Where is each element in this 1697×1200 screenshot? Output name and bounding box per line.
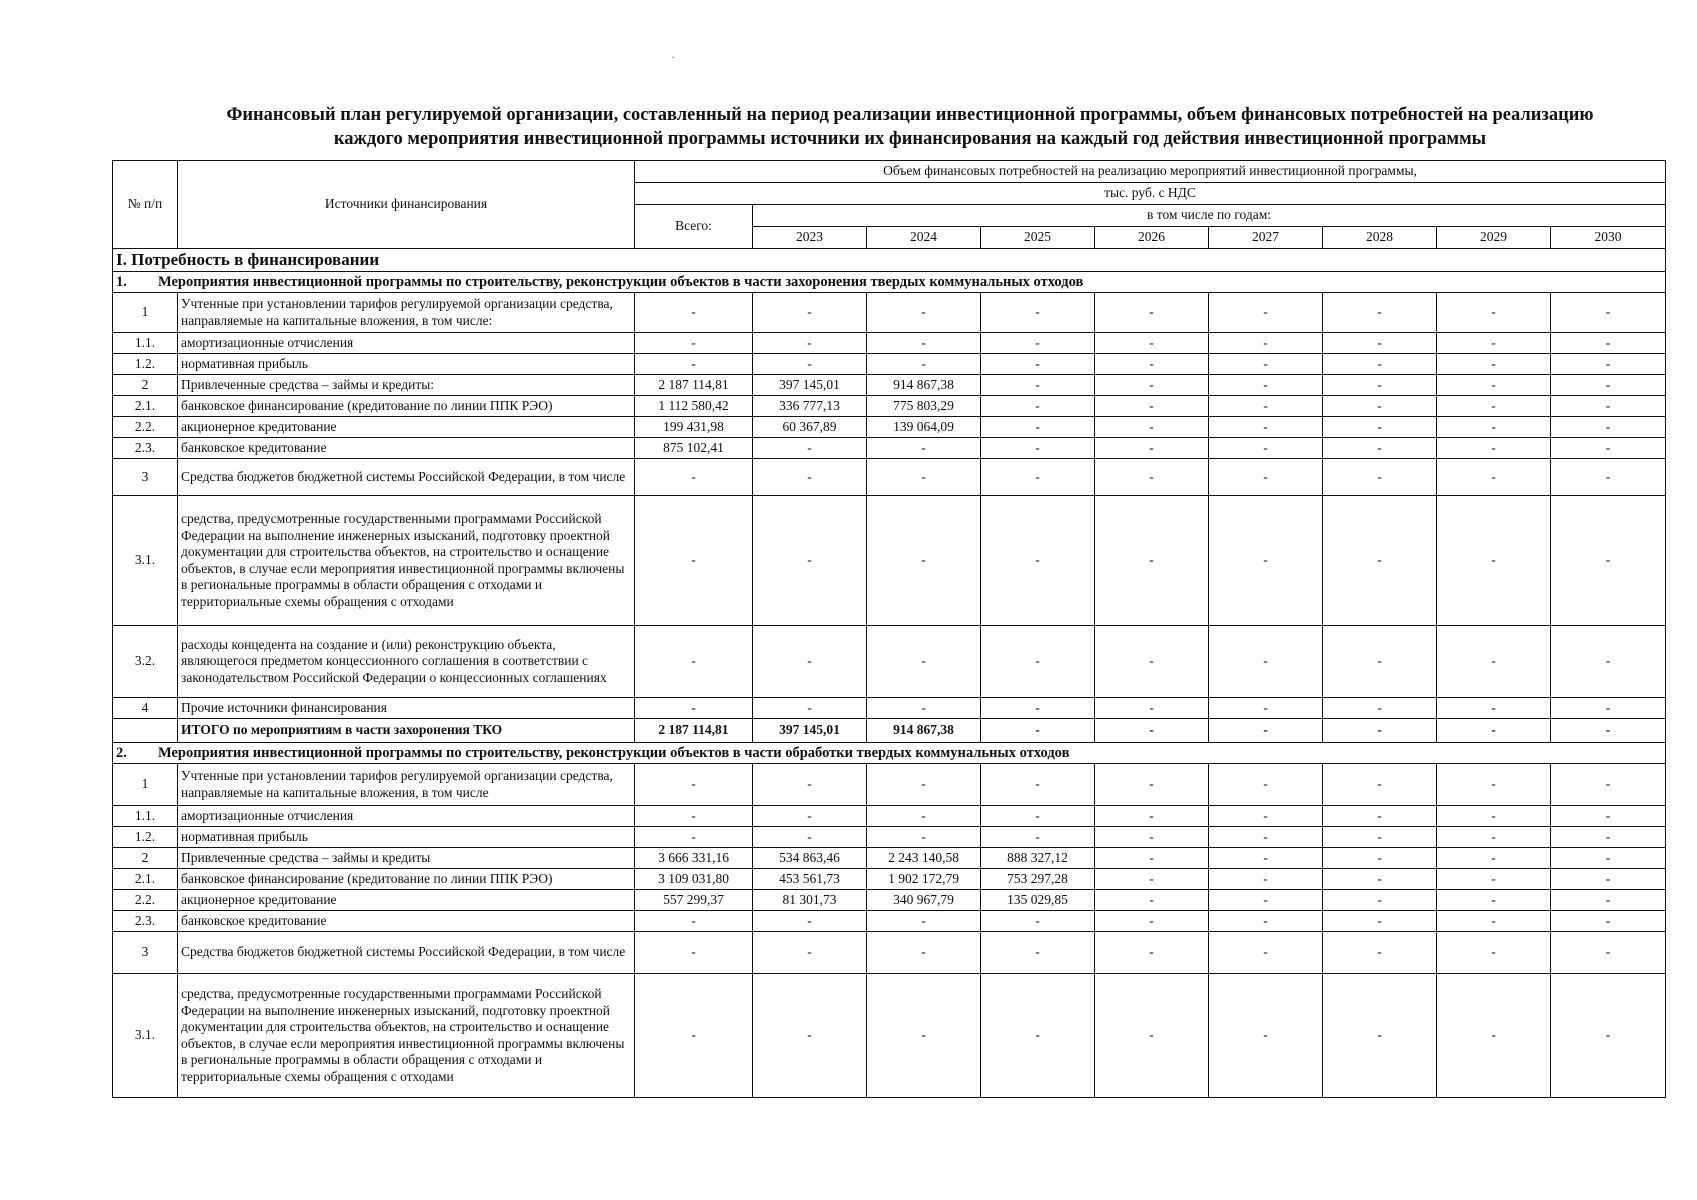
row-year-value: - xyxy=(753,496,867,626)
row-year-value: - xyxy=(867,974,981,1098)
row-year-value: - xyxy=(981,911,1095,932)
row-label: амортизационные отчисления xyxy=(178,806,635,827)
row-year-value: - xyxy=(1323,496,1437,626)
row-total: - xyxy=(635,974,753,1098)
row-year-value: - xyxy=(753,333,867,354)
row-year-value: - xyxy=(1437,626,1551,698)
row-year-value: - xyxy=(1551,869,1666,890)
row-year-value: - xyxy=(1551,764,1666,806)
row-year-value: - xyxy=(1095,333,1209,354)
header-total: Всего: xyxy=(635,205,753,249)
row-total: 3 666 331,16 xyxy=(635,848,753,869)
row-year-value: - xyxy=(1323,293,1437,333)
row-year-value: - xyxy=(1551,932,1666,974)
row-year-value: - xyxy=(1209,890,1323,911)
total-row-year-value: - xyxy=(1551,719,1666,743)
row-year-value: - xyxy=(1323,911,1437,932)
row-number: 1.1. xyxy=(113,806,178,827)
row-year-value: - xyxy=(1323,333,1437,354)
row-year-value: - xyxy=(1209,932,1323,974)
total-row-number xyxy=(113,719,178,743)
table-row xyxy=(113,764,1666,806)
row-year-value: - xyxy=(753,293,867,333)
table-row xyxy=(113,911,1666,932)
row-year-value: - xyxy=(1209,496,1323,626)
row-label: расходы концедента на создание и (или) реконструкцию объекта, являющегося предметом концессионного соглашения в соответствии с законодательством Российской Федерации о концессионных соглашениях xyxy=(178,626,635,698)
row-number: 3 xyxy=(113,932,178,974)
table-row xyxy=(113,459,1666,496)
row-year-value: - xyxy=(753,354,867,375)
header-year: 2028 xyxy=(1323,227,1437,249)
table-row xyxy=(113,890,1666,911)
row-total: - xyxy=(635,806,753,827)
total-row-year-value: - xyxy=(1323,719,1437,743)
row-label: банковское финансирование (кредитование по линии ППК РЭО) xyxy=(178,869,635,890)
row-year-value: - xyxy=(1437,890,1551,911)
row-year-value: 2 243 140,58 xyxy=(867,848,981,869)
row-year-value: - xyxy=(1551,293,1666,333)
row-year-value: - xyxy=(1437,396,1551,417)
row-number: 1.2. xyxy=(113,354,178,375)
row-label: акционерное кредитование xyxy=(178,417,635,438)
title-line-1: Финансовый план регулируемой организации, составленный на период реализации инвестиционной программы, объем финансовых потребностей на реализацию xyxy=(226,105,1594,125)
row-year-value: - xyxy=(1323,806,1437,827)
group-title: Мероприятия инвестиционной программы по строительству, реконструкции объектов в части захоронения твердых коммунальных отходов xyxy=(158,273,1084,290)
row-year-value: - xyxy=(867,911,981,932)
row-year-value: 336 777,13 xyxy=(753,396,867,417)
row-year-value: - xyxy=(753,932,867,974)
row-year-value: - xyxy=(1437,354,1551,375)
group-title-row xyxy=(113,272,1666,293)
row-year-value: - xyxy=(1551,848,1666,869)
row-year-value: - xyxy=(981,417,1095,438)
row-year-value: - xyxy=(1209,827,1323,848)
row-total: 1 112 580,42 xyxy=(635,396,753,417)
table-row xyxy=(113,354,1666,375)
row-year-value: - xyxy=(753,974,867,1098)
row-year-value: - xyxy=(1551,626,1666,698)
row-year-value: - xyxy=(1323,869,1437,890)
row-year-value: 397 145,01 xyxy=(753,375,867,396)
row-label: нормативная прибыль xyxy=(178,827,635,848)
table-row xyxy=(113,438,1666,459)
row-year-value: - xyxy=(981,375,1095,396)
row-label: средства, предусмотренные государственными программами Российской Федерации на выполнение инженерных изысканий, подготовку проектной документации для строительства объектов, на строительство и оснащение объектов, в случае если мероприятия инвестиционной программы включены в региональные программы в области обращения с отходами и территориальные схемы обращения с отходами xyxy=(178,496,635,626)
total-row-total: 2 187 114,81 xyxy=(635,719,753,743)
row-label: банковское финансирование (кредитование по линии ППК РЭО) xyxy=(178,396,635,417)
row-number: 3.1. xyxy=(113,974,178,1098)
row-label: Привлеченные средства – займы и кредиты: xyxy=(178,375,635,396)
header-year: 2027 xyxy=(1209,227,1323,249)
row-year-value: - xyxy=(1095,417,1209,438)
table-row xyxy=(113,806,1666,827)
row-label: акционерное кредитование xyxy=(178,890,635,911)
row-year-value: - xyxy=(1323,626,1437,698)
row-year-value: - xyxy=(1323,974,1437,1098)
row-year-value: - xyxy=(1209,626,1323,698)
row-label: Прочие источники финансирования xyxy=(178,698,635,719)
row-number: 1.1. xyxy=(113,333,178,354)
row-year-value: - xyxy=(1209,974,1323,1098)
row-year-value: - xyxy=(1323,375,1437,396)
section-title: I. Потребность в финансировании xyxy=(113,249,1666,272)
row-year-value: - xyxy=(1095,974,1209,1098)
row-year-value: - xyxy=(753,827,867,848)
row-label: банковское кредитование xyxy=(178,438,635,459)
row-year-value: - xyxy=(1095,890,1209,911)
header-unit: тыс. руб. с НДС xyxy=(635,183,1666,205)
row-year-value: - xyxy=(1209,396,1323,417)
page-title xyxy=(150,103,1670,151)
row-number: 3.2. xyxy=(113,626,178,698)
row-number: 3 xyxy=(113,459,178,496)
row-total: 557 299,37 xyxy=(635,890,753,911)
header-year: 2029 xyxy=(1437,227,1551,249)
total-row xyxy=(113,719,1666,743)
row-year-value: - xyxy=(867,354,981,375)
scan-dot: . xyxy=(672,50,675,61)
row-year-value: - xyxy=(1437,764,1551,806)
row-year-value: - xyxy=(981,293,1095,333)
row-total: 199 431,98 xyxy=(635,417,753,438)
row-year-value: - xyxy=(1095,932,1209,974)
header-year: 2023 xyxy=(753,227,867,249)
row-year-value: - xyxy=(1095,459,1209,496)
row-year-value: - xyxy=(867,932,981,974)
section-row xyxy=(113,249,1666,272)
table-row xyxy=(113,333,1666,354)
row-number: 2.1. xyxy=(113,396,178,417)
title-line-2: каждого мероприятия инвестиционной программы источники их финансирования на каждый год действия инвестиционной программы xyxy=(333,129,1487,149)
row-number: 2.3. xyxy=(113,438,178,459)
row-year-value: - xyxy=(1437,869,1551,890)
row-year-value: - xyxy=(1095,438,1209,459)
table-row xyxy=(113,974,1666,1098)
group-number: 2. xyxy=(116,744,127,761)
row-number: 1 xyxy=(113,293,178,333)
row-year-value: - xyxy=(1551,459,1666,496)
row-year-value: 775 803,29 xyxy=(867,396,981,417)
row-year-value: - xyxy=(1323,932,1437,974)
header-year: 2030 xyxy=(1551,227,1666,249)
row-number: 4 xyxy=(113,698,178,719)
row-year-value: - xyxy=(1437,932,1551,974)
table-row xyxy=(113,375,1666,396)
table-row xyxy=(113,932,1666,974)
row-year-value: - xyxy=(753,459,867,496)
row-year-value: - xyxy=(867,764,981,806)
row-label: амортизационные отчисления xyxy=(178,333,635,354)
row-year-value: - xyxy=(867,333,981,354)
header-source: Источники финансирования xyxy=(178,161,635,249)
table-row xyxy=(113,417,1666,438)
row-year-value: 340 967,79 xyxy=(867,890,981,911)
row-year-value: - xyxy=(753,626,867,698)
header-by-years: в том числе по годам: xyxy=(753,205,1666,227)
row-year-value: - xyxy=(981,806,1095,827)
row-label: Привлеченные средства – займы и кредиты xyxy=(178,848,635,869)
row-year-value: - xyxy=(1095,806,1209,827)
row-year-value: - xyxy=(867,438,981,459)
table-row xyxy=(113,848,1666,869)
row-year-value: - xyxy=(1323,459,1437,496)
row-year-value: - xyxy=(1551,354,1666,375)
row-year-value: - xyxy=(981,396,1095,417)
row-year-value: - xyxy=(981,333,1095,354)
row-year-value: 81 301,73 xyxy=(753,890,867,911)
row-year-value: - xyxy=(753,764,867,806)
total-row-year-value: - xyxy=(981,719,1095,743)
row-total: - xyxy=(635,354,753,375)
row-total: - xyxy=(635,496,753,626)
header-num: № п/п xyxy=(113,161,178,249)
row-year-value: - xyxy=(1323,698,1437,719)
group-title-row xyxy=(113,743,1666,764)
row-year-value: - xyxy=(1437,698,1551,719)
row-label: Учтенные при установлении тарифов регулируемой организации средства, направляемые на капитальные вложения, в том числе xyxy=(178,764,635,806)
row-year-value: - xyxy=(981,974,1095,1098)
row-year-value: - xyxy=(1209,354,1323,375)
row-year-value: - xyxy=(1551,974,1666,1098)
row-year-value: - xyxy=(1209,438,1323,459)
row-year-value: - xyxy=(753,438,867,459)
row-total: 3 109 031,80 xyxy=(635,869,753,890)
row-year-value: - xyxy=(981,932,1095,974)
row-year-value: - xyxy=(1551,496,1666,626)
row-year-value: - xyxy=(867,698,981,719)
group-title-cell xyxy=(113,743,1666,764)
row-year-value: - xyxy=(1323,354,1437,375)
row-year-value: - xyxy=(981,354,1095,375)
row-number: 1.2. xyxy=(113,827,178,848)
row-year-value: - xyxy=(1551,333,1666,354)
row-year-value: - xyxy=(1095,848,1209,869)
row-year-value: - xyxy=(1095,375,1209,396)
row-number: 3.1. xyxy=(113,496,178,626)
row-year-value: - xyxy=(1323,438,1437,459)
row-year-value: 60 367,89 xyxy=(753,417,867,438)
row-year-value: - xyxy=(753,911,867,932)
row-year-value: - xyxy=(981,459,1095,496)
row-label: нормативная прибыль xyxy=(178,354,635,375)
row-year-value: - xyxy=(753,698,867,719)
header-year: 2026 xyxy=(1095,227,1209,249)
row-year-value: - xyxy=(1095,293,1209,333)
row-year-value: - xyxy=(1209,333,1323,354)
row-year-value: - xyxy=(1095,496,1209,626)
row-year-value: - xyxy=(1323,890,1437,911)
row-number: 2.1. xyxy=(113,869,178,890)
row-year-value: - xyxy=(1209,375,1323,396)
table-row xyxy=(113,869,1666,890)
row-year-value: - xyxy=(1437,911,1551,932)
row-year-value: - xyxy=(1095,911,1209,932)
header-year: 2025 xyxy=(981,227,1095,249)
row-year-value: - xyxy=(1551,417,1666,438)
group-title: Мероприятия инвестиционной программы по строительству, реконструкции объектов в части обработки твердых коммунальных отходов xyxy=(158,744,1070,761)
row-total: - xyxy=(635,932,753,974)
row-year-value: - xyxy=(981,698,1095,719)
row-total: - xyxy=(635,293,753,333)
row-year-value: - xyxy=(1437,375,1551,396)
table-row xyxy=(113,827,1666,848)
row-year-value: 534 863,46 xyxy=(753,848,867,869)
row-year-value: - xyxy=(1437,827,1551,848)
row-total: - xyxy=(635,698,753,719)
row-year-value: - xyxy=(1551,396,1666,417)
row-year-value: - xyxy=(867,827,981,848)
row-total: - xyxy=(635,911,753,932)
row-total: 2 187 114,81 xyxy=(635,375,753,396)
row-year-value: - xyxy=(1095,396,1209,417)
row-year-value: - xyxy=(867,293,981,333)
row-year-value: 914 867,38 xyxy=(867,375,981,396)
row-year-value: - xyxy=(1551,827,1666,848)
row-year-value: - xyxy=(981,827,1095,848)
row-year-value: - xyxy=(1323,764,1437,806)
row-year-value: - xyxy=(1323,827,1437,848)
row-year-value: - xyxy=(981,626,1095,698)
total-row-year-value: - xyxy=(1437,719,1551,743)
row-number: 1 xyxy=(113,764,178,806)
row-number: 2.2. xyxy=(113,890,178,911)
row-year-value: 753 297,28 xyxy=(981,869,1095,890)
row-year-value: - xyxy=(1551,375,1666,396)
row-number: 2 xyxy=(113,375,178,396)
table-row xyxy=(113,496,1666,626)
row-year-value: - xyxy=(1551,698,1666,719)
group-title-cell xyxy=(113,272,1666,293)
row-number: 2.2. xyxy=(113,417,178,438)
row-year-value: - xyxy=(867,626,981,698)
row-year-value: - xyxy=(1209,869,1323,890)
row-label: средства, предусмотренные государственными программами Российской Федерации на выполнение инженерных изысканий, подготовку проектной документации для строительства объектов, на строительство и оснащение объектов, в случае если мероприятия инвестиционной программы включены в региональные программы в области обращения с отходами и территориальные схемы обращения с отходами xyxy=(178,974,635,1098)
financial-plan-table xyxy=(112,160,1666,1098)
row-year-value: - xyxy=(1437,459,1551,496)
row-year-value: - xyxy=(981,764,1095,806)
row-year-value: - xyxy=(1437,333,1551,354)
row-year-value: 453 561,73 xyxy=(753,869,867,890)
total-row-label: ИТОГО по мероприятиям в части захоронения ТКО xyxy=(178,719,635,743)
row-year-value: - xyxy=(1209,806,1323,827)
row-year-value: - xyxy=(867,496,981,626)
header-volume: Объем финансовых потребностей на реализацию мероприятий инвестиционной программы, xyxy=(635,161,1666,183)
row-year-value: - xyxy=(1095,354,1209,375)
row-label: Средства бюджетов бюджетной системы Российской Федерации, в том числе xyxy=(178,932,635,974)
row-year-value: - xyxy=(1209,417,1323,438)
row-number: 2 xyxy=(113,848,178,869)
total-row-year-value: 914 867,38 xyxy=(867,719,981,743)
row-label: Средства бюджетов бюджетной системы Российской Федерации, в том числе xyxy=(178,459,635,496)
row-year-value: - xyxy=(1437,848,1551,869)
row-year-value: 139 064,09 xyxy=(867,417,981,438)
table-row xyxy=(113,293,1666,333)
row-year-value: - xyxy=(1437,496,1551,626)
row-year-value: - xyxy=(1323,848,1437,869)
row-year-value: 1 902 172,79 xyxy=(867,869,981,890)
row-year-value: - xyxy=(1095,626,1209,698)
row-year-value: - xyxy=(1209,911,1323,932)
row-year-value: - xyxy=(1209,293,1323,333)
row-total: - xyxy=(635,827,753,848)
row-year-value: - xyxy=(867,459,981,496)
row-year-value: - xyxy=(1095,827,1209,848)
row-year-value: - xyxy=(1095,764,1209,806)
row-number: 2.3. xyxy=(113,911,178,932)
row-year-value: 888 327,12 xyxy=(981,848,1095,869)
row-year-value: - xyxy=(981,438,1095,459)
row-label: Учтенные при установлении тарифов регулируемой организации средства, направляемые на капитальные вложения, в том числе: xyxy=(178,293,635,333)
table-row xyxy=(113,396,1666,417)
row-year-value: - xyxy=(753,806,867,827)
row-total: - xyxy=(635,626,753,698)
header-row-1 xyxy=(113,161,1666,183)
row-year-value: - xyxy=(1209,459,1323,496)
row-year-value: - xyxy=(981,496,1095,626)
row-year-value: - xyxy=(1323,417,1437,438)
row-year-value: 135 029,85 xyxy=(981,890,1095,911)
total-row-year-value: - xyxy=(1209,719,1323,743)
row-label: банковское кредитование xyxy=(178,911,635,932)
row-year-value: - xyxy=(1437,974,1551,1098)
row-year-value: - xyxy=(1437,438,1551,459)
row-total: - xyxy=(635,333,753,354)
row-year-value: - xyxy=(867,806,981,827)
row-total: - xyxy=(635,459,753,496)
row-year-value: - xyxy=(1095,698,1209,719)
group-number: 1. xyxy=(116,273,127,290)
table-row xyxy=(113,698,1666,719)
row-year-value: - xyxy=(1551,890,1666,911)
row-year-value: - xyxy=(1551,438,1666,459)
total-row-year-value: - xyxy=(1095,719,1209,743)
row-year-value: - xyxy=(1437,293,1551,333)
row-year-value: - xyxy=(1209,698,1323,719)
row-year-value: - xyxy=(1551,806,1666,827)
row-year-value: - xyxy=(1551,911,1666,932)
total-row-year-value: 397 145,01 xyxy=(753,719,867,743)
row-total: 875 102,41 xyxy=(635,438,753,459)
row-year-value: - xyxy=(1437,417,1551,438)
table-row xyxy=(113,626,1666,698)
row-total: - xyxy=(635,764,753,806)
header-year: 2024 xyxy=(867,227,981,249)
row-year-value: - xyxy=(1323,396,1437,417)
row-year-value: - xyxy=(1437,806,1551,827)
row-year-value: - xyxy=(1209,764,1323,806)
row-year-value: - xyxy=(1209,848,1323,869)
row-year-value: - xyxy=(1095,869,1209,890)
